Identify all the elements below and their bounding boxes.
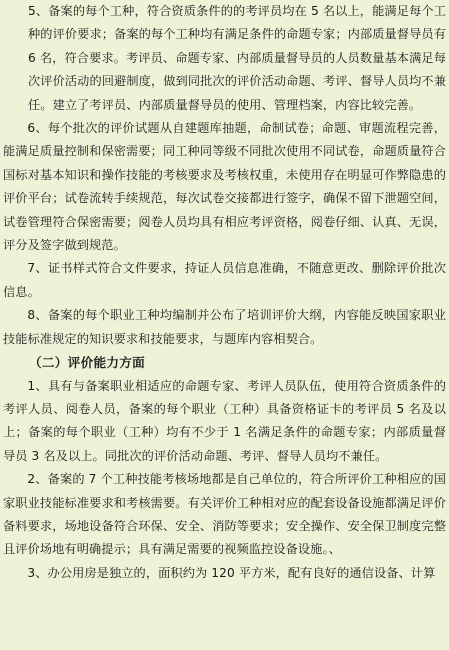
paragraph-item-6: 6、每个批次的评价试题从自建题库抽题，命制试卷；命题、审题流程完善，能满足质量控制和保密需要；同工种同等级不同批次使用不同试卷，命题质量符合国标对基本知识和操作技能的考核要求及考核权重，未使用存在明显可作弊隐患的评价平台；试卷流转手续规范，每次试卷交接都进行签字，确保不留下泄题空间，试卷管理符合保密需要；阅卷人员均具有相应考评资格，阅卷仔细、认真、无误，评分及签字做到规范。 <box>3 121 446 253</box>
paragraph-item-5: 5、备案的每个工种，符合资质条件的的考评员均在 5 名以上，能满足每个工种的评价要求；备案的每个工种均有满足条件的命题专家；内部质量督导员有 6 名，符合要求。考评员、命题专家、内部质量督导员的人员数量基本满足每次评价活动的回避制度，做到同批次的评价活动命题、考评、督导人员均不兼任。建立了考评员、内部质量督导员的使用、管理档案，内容比较完善。 <box>28 4 446 112</box>
paragraph-ability-1: 1、具有与备案职业相适应的命题专家、考评人员队伍，使用符合资质条件的考评人员、阅卷人员，备案的每个职业（工种）具备资格证卡的考评员 5 名及以上；备案的每个职业（工种）均有不少于 1 名满足条件的命题专家；内部质量督导员 3 名及以上。同批次的评价活动命题、考评、督导人员均不兼任。 <box>3 378 446 463</box>
paragraph-ability-2: 2、备案的 7 个工种技能考核场地都是自己单位的，符合所评价工种相应的国家职业技能标准要求和考核需要。有关评价工种相对应的配套设备设施都满足评价备料要求，场地设备符合环保、安全、消防等要求；安全操作、安全保卫制度完整且评价场地有明确提示；具有满足需要的视频监控设备设施。、 <box>3 472 446 557</box>
paragraph-ability-3: 3、办公用房是独立的，面积约为 120 平方米，配有良好的通信设备、计算 <box>27 565 436 580</box>
paragraph-item-8: 8、备案的每个职业工种均编制并公布了培训评价大纲，内容能反映国家职业技能标准规定的知识要求和技能要求，与题库内容相契合。 <box>3 308 446 346</box>
section-heading: （二）评价能力方面 <box>29 355 146 371</box>
paragraph-item-7: 7、证书样式符合文件要求，持证人员信息准确，不随意更改、删除评价批次信息。 <box>3 261 446 299</box>
